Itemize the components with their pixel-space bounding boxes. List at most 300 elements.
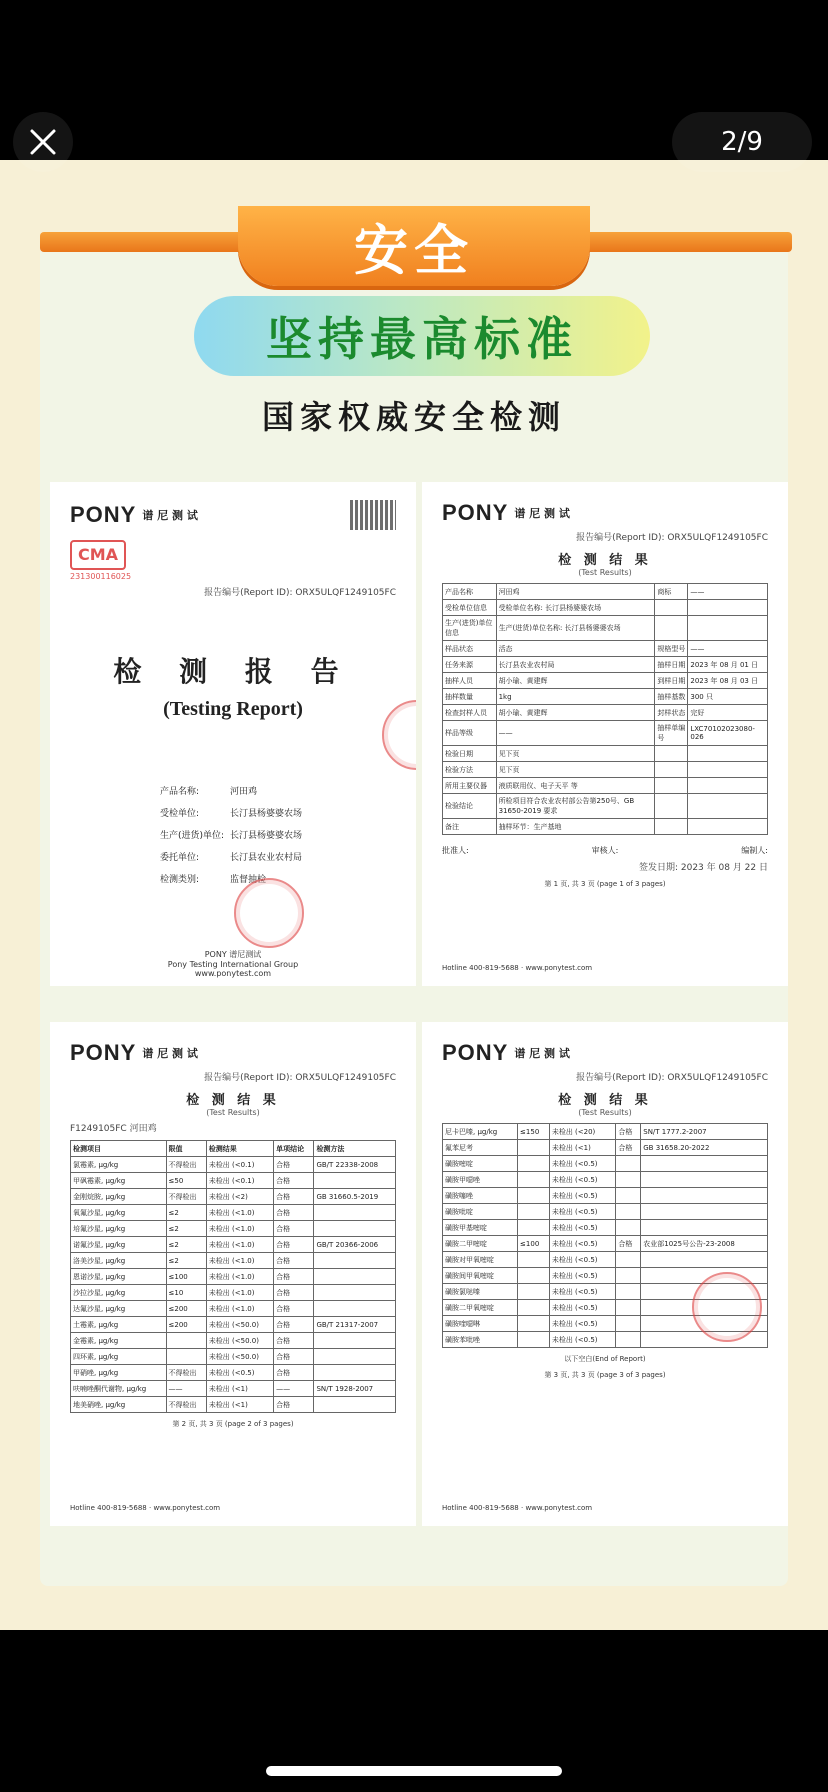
- cover-footer: PONY 谱尼测试 Pony Testing International Group www.ponytest.com: [167, 950, 299, 978]
- table-row: [71, 1253, 396, 1269]
- report-page-2: [50, 1022, 416, 1526]
- table-cell: 合格: [274, 1349, 314, 1365]
- table-cell: [616, 1316, 641, 1332]
- cover-field: 委托单位: 长汀县农业农村局: [160, 853, 303, 863]
- table-cell: [518, 1156, 550, 1172]
- results-title-en: (Test Results): [578, 568, 632, 577]
- table-cell: 抽样环节：生产基地: [496, 819, 655, 835]
- table-cell: 受检单位信息: [443, 600, 497, 616]
- table-cell: ——: [496, 721, 655, 746]
- table-cell: 沙拉沙星, μg/kg: [71, 1285, 167, 1301]
- table-row: [71, 1285, 396, 1301]
- table-cell: 合格: [274, 1365, 314, 1381]
- table-cell: [314, 1173, 396, 1189]
- table-cell: GB/T 22338-2008: [314, 1157, 396, 1173]
- table-cell: 未检出 (<0.1): [206, 1173, 273, 1189]
- table-cell: [518, 1252, 550, 1268]
- table-cell: 诺氟沙星, μg/kg: [71, 1237, 167, 1253]
- table-row: [443, 1140, 768, 1156]
- table-cell: 商标: [655, 584, 688, 600]
- table-cell: ≤10: [166, 1285, 206, 1301]
- stamp-icon: [234, 878, 304, 948]
- table-cell: 合格: [274, 1333, 314, 1349]
- table-row: [71, 1317, 396, 1333]
- table-cell: 未检出 (<0.5): [549, 1172, 616, 1188]
- brand-logo: PONY: [70, 502, 137, 527]
- table-cell: 合格: [274, 1173, 314, 1189]
- table-cell: [616, 1268, 641, 1284]
- sample-id: F1249105FC 河田鸡: [70, 1124, 157, 1134]
- table-cell: 备注: [443, 819, 497, 835]
- table-cell: GB 31658.20-2022: [641, 1140, 768, 1156]
- table-cell: 未检出 (<50.0): [206, 1317, 273, 1333]
- table-cell: 产品名称: [443, 584, 497, 600]
- table-cell: [518, 1172, 550, 1188]
- table-cell: 氟苯尼考: [443, 1140, 518, 1156]
- table-cell: ≤2: [166, 1205, 206, 1221]
- end-of-report: 以下空白(End of Report): [564, 1355, 646, 1363]
- brand-cn: 谱 尼 测 试: [514, 1047, 570, 1060]
- table-cell: 未检出 (<0.5): [549, 1236, 616, 1252]
- table-row: [443, 1156, 768, 1172]
- table-cell: 未检出 (<0.5): [549, 1284, 616, 1300]
- table-cell: 未检出 (<0.1): [206, 1157, 273, 1173]
- table-cell: 磺胺甲基嘧啶: [443, 1220, 518, 1236]
- cma-mark: CMA: [70, 540, 126, 570]
- page-counter: 2/9: [672, 112, 812, 172]
- table-header-cell: 限值: [166, 1141, 206, 1157]
- table-cell: 甲硝唑, μg/kg: [71, 1365, 167, 1381]
- slogan-text: 坚持最高标准: [266, 312, 578, 366]
- table-cell: 未检出 (<0.5): [549, 1316, 616, 1332]
- table-cell: ≤100: [166, 1269, 206, 1285]
- cover-fields: [160, 781, 396, 891]
- table-cell: 合格: [274, 1301, 314, 1317]
- qr-code-icon: [350, 500, 396, 530]
- report-id: 报告编号(Report ID): ORX5ULQF1249105FC: [576, 1073, 768, 1083]
- table-cell: 胡小瑜、黄建辉: [496, 673, 655, 689]
- table-row: [443, 657, 768, 673]
- table-row: [71, 1333, 396, 1349]
- stamp-icon: [692, 1272, 762, 1342]
- table-cell: [616, 1172, 641, 1188]
- table-cell: ≤200: [166, 1301, 206, 1317]
- table-cell: [641, 1172, 768, 1188]
- table-row: [443, 600, 768, 616]
- table-cell: [616, 1204, 641, 1220]
- table-cell: 2023 年 08 月 03 日: [688, 673, 768, 689]
- table-cell: [616, 1284, 641, 1300]
- table-cell: [518, 1204, 550, 1220]
- table-cell: 磺胺间甲氧嘧啶: [443, 1268, 518, 1284]
- table-cell: SN/T 1928-2007: [314, 1381, 396, 1397]
- page-label: 第 2 页, 共 3 页 (page 2 of 3 pages): [172, 1420, 294, 1428]
- table-cell: 样品状态: [443, 641, 497, 657]
- ribbon-text: 安全: [354, 218, 474, 282]
- table-row: [71, 1397, 396, 1413]
- table-cell: [314, 1333, 396, 1349]
- table-cell: [655, 616, 688, 641]
- table-row: [443, 794, 768, 819]
- table-cell: [688, 762, 768, 778]
- table-row: [71, 1365, 396, 1381]
- table-cell: 未检出 (<2): [206, 1189, 273, 1205]
- doc-footer: Hotline 400-819-5688 · www.ponytest.com: [70, 1504, 221, 1512]
- table-cell: ≤200: [166, 1317, 206, 1333]
- table-cell: 合格: [274, 1157, 314, 1173]
- home-indicator[interactable]: [266, 1766, 562, 1776]
- table-cell: 合格: [616, 1124, 641, 1140]
- brand-cn: 谱 尼 测 试: [514, 507, 570, 520]
- table-cell: ≤150: [518, 1124, 550, 1140]
- table-cell: 完好: [688, 705, 768, 721]
- brand-cn: 谱 尼 测 试: [142, 509, 198, 522]
- table-cell: [314, 1253, 396, 1269]
- table-cell: [314, 1301, 396, 1317]
- table-cell: 合格: [274, 1397, 314, 1413]
- table-cell: [655, 600, 688, 616]
- table-cell: 1kg: [496, 689, 655, 705]
- table-cell: [616, 1156, 641, 1172]
- table-header-cell: 检测项目: [71, 1141, 167, 1157]
- table-cell: 见下页: [496, 762, 655, 778]
- table-cell: 磺胺甲噁唑: [443, 1172, 518, 1188]
- table-cell: 样品等级: [443, 721, 497, 746]
- table-cell: 磺胺吡啶: [443, 1204, 518, 1220]
- table-cell: [688, 746, 768, 762]
- table-cell: [616, 1220, 641, 1236]
- table-cell: 洛美沙星, μg/kg: [71, 1253, 167, 1269]
- table-cell: 活态: [496, 641, 655, 657]
- table-cell: [688, 616, 768, 641]
- report-cover: [50, 482, 416, 986]
- table-row: [443, 1188, 768, 1204]
- table-cell: [314, 1205, 396, 1221]
- table-row: [71, 1237, 396, 1253]
- results-title-en: (Test Results): [578, 1108, 632, 1117]
- table-cell: 不得检出: [166, 1189, 206, 1205]
- table-cell: [314, 1285, 396, 1301]
- report-title-en: (Testing Report): [163, 698, 303, 720]
- table-row: [71, 1381, 396, 1397]
- table-cell: 未检出 (<50.0): [206, 1333, 273, 1349]
- table-cell: 农业部1025号公告-23-2008: [641, 1236, 768, 1252]
- table-cell: 未检出 (<50.0): [206, 1349, 273, 1365]
- table-row: [443, 584, 768, 600]
- table-row: [71, 1301, 396, 1317]
- table-cell: [314, 1349, 396, 1365]
- table-cell: 氧氟沙星, μg/kg: [71, 1205, 167, 1221]
- table-cell: [616, 1332, 641, 1348]
- table-cell: 合格: [274, 1285, 314, 1301]
- info-table: [442, 583, 768, 835]
- table-cell: 土霉素, μg/kg: [71, 1317, 167, 1333]
- table-cell: 规格型号: [655, 641, 688, 657]
- close-icon: [29, 128, 57, 156]
- table-cell: 未检出 (<1.0): [206, 1205, 273, 1221]
- table-row: [443, 778, 768, 794]
- table-cell: ——: [274, 1381, 314, 1397]
- table-cell: 未检出 (<1.0): [206, 1269, 273, 1285]
- table-cell: GB/T 20366-2006: [314, 1237, 396, 1253]
- table-cell: [518, 1268, 550, 1284]
- table-cell: 见下页: [496, 746, 655, 762]
- page-label: 第 1 页, 共 3 页 (page 1 of 3 pages): [544, 880, 666, 888]
- table-cell: 磺胺二甲嘧啶: [443, 1236, 518, 1252]
- table-cell: 尼卡巴嗪, μg/kg: [443, 1124, 518, 1140]
- brand-cn: 谱 尼 测 试: [142, 1047, 198, 1060]
- table-cell: [616, 1252, 641, 1268]
- table-cell: 未检出 (<1.0): [206, 1221, 273, 1237]
- table-cell: [655, 794, 688, 819]
- table-cell: 未检出 (<0.5): [549, 1204, 616, 1220]
- cma-number: 231300116025: [70, 572, 132, 581]
- table-cell: ≤2: [166, 1237, 206, 1253]
- table-cell: 300 只: [688, 689, 768, 705]
- table-row: [71, 1349, 396, 1365]
- table-cell: 未检出 (<1.0): [206, 1285, 273, 1301]
- table-cell: [641, 1252, 768, 1268]
- table-cell: LXC70102023080-026: [688, 721, 768, 746]
- table-cell: [166, 1333, 206, 1349]
- table-cell: [641, 1156, 768, 1172]
- table-cell: 磺胺对甲氧嘧啶: [443, 1252, 518, 1268]
- table-cell: 未检出 (<0.5): [549, 1268, 616, 1284]
- table-cell: 未检出 (<1): [206, 1381, 273, 1397]
- brand-logo: PONY: [70, 1040, 137, 1065]
- results-title-en: (Test Results): [206, 1108, 260, 1117]
- table-cell: 未检出 (<1): [206, 1397, 273, 1413]
- table-row: [443, 1204, 768, 1220]
- table-cell: 合格: [274, 1253, 314, 1269]
- table-cell: 未检出 (<0.5): [549, 1220, 616, 1236]
- results-title: 检 测 结 果: [558, 553, 652, 568]
- table-header-cell: 检测结果: [206, 1141, 273, 1157]
- table-cell: 2023 年 08 月 01 日: [688, 657, 768, 673]
- table-cell: [314, 1221, 396, 1237]
- table-cell: [655, 746, 688, 762]
- table-row: [71, 1157, 396, 1173]
- table-cell: 磺胺二甲氧嘧啶: [443, 1300, 518, 1316]
- report-title: 检 测 报 告: [113, 655, 353, 688]
- table-row: [443, 1124, 768, 1140]
- brand-logo: PONY: [442, 500, 509, 525]
- table-cell: 检验结论: [443, 794, 497, 819]
- image-content[interactable]: [0, 160, 828, 1630]
- table-cell: 四环素, μg/kg: [71, 1349, 167, 1365]
- table-cell: [518, 1284, 550, 1300]
- table-cell: 未检出 (<0.5): [549, 1188, 616, 1204]
- brand-logo: PONY: [442, 1040, 509, 1065]
- table-row: [71, 1221, 396, 1237]
- table-cell: 到样日期: [655, 673, 688, 689]
- table-cell: [641, 1220, 768, 1236]
- table-cell: [655, 762, 688, 778]
- table-cell: [641, 1204, 768, 1220]
- table-cell: 未检出 (<1.0): [206, 1253, 273, 1269]
- table-cell: 不得检出: [166, 1365, 206, 1381]
- signers: 批准人: 审核人: 编制人:: [442, 846, 768, 855]
- table-cell: 检查封样人员: [443, 705, 497, 721]
- table-cell: 合格: [274, 1205, 314, 1221]
- table-cell: 不得检出: [166, 1157, 206, 1173]
- table-cell: 未检出 (<1.0): [206, 1237, 273, 1253]
- table-cell: [518, 1188, 550, 1204]
- slogan-pill: [194, 296, 650, 376]
- table-cell: ——: [688, 641, 768, 657]
- table-cell: 受检单位名称: 长汀县杨婆婆农场: [496, 600, 655, 616]
- table-cell: 所检项目符合农业农村部公告第250号、GB 31650-2019 要求: [496, 794, 655, 819]
- table-cell: 金霉素, μg/kg: [71, 1333, 167, 1349]
- table-row: [71, 1173, 396, 1189]
- table-cell: 抽样基数: [655, 689, 688, 705]
- table-header-cell: 单项结论: [274, 1141, 314, 1157]
- table-cell: 未检出 (<0.5): [549, 1252, 616, 1268]
- table-cell: 未检出 (<0.5): [549, 1332, 616, 1348]
- table-row: [443, 1236, 768, 1252]
- cover-field: 检测类别: 监督抽检: [160, 875, 267, 885]
- table-cell: 所用主要仪器: [443, 778, 497, 794]
- page-label: 第 3 页, 共 3 页 (page 3 of 3 pages): [544, 1371, 666, 1379]
- table-header-cell: 检测方法: [314, 1141, 396, 1157]
- table-cell: ≤2: [166, 1253, 206, 1269]
- table-cell: [655, 819, 688, 835]
- table-cell: 合格: [616, 1236, 641, 1252]
- table-cell: [518, 1332, 550, 1348]
- table-header-row: [71, 1141, 396, 1157]
- report-page-1: [422, 482, 788, 986]
- table-row: [443, 689, 768, 705]
- safety-ribbon: [238, 206, 590, 286]
- table-cell: 胡小瑜、黄建辉: [496, 705, 655, 721]
- close-button[interactable]: [13, 112, 73, 172]
- table-cell: 检验方法: [443, 762, 497, 778]
- table-cell: 磺胺苯吡唑: [443, 1332, 518, 1348]
- report-id: 报告编号(Report ID): ORX5ULQF1249105FC: [204, 1073, 396, 1083]
- results-title: 检 测 结 果: [186, 1093, 280, 1108]
- table-cell: 合格: [616, 1140, 641, 1156]
- cover-field: 受检单位: 长汀县杨婆婆农场: [160, 809, 303, 819]
- table-cell: 甲砜霉素, μg/kg: [71, 1173, 167, 1189]
- table-row: [443, 705, 768, 721]
- table-cell: GB/T 21317-2007: [314, 1317, 396, 1333]
- table-cell: [688, 600, 768, 616]
- table-row: [443, 673, 768, 689]
- table-row: [443, 746, 768, 762]
- table-cell: ——: [688, 584, 768, 600]
- subtitle: 国家权威安全检测: [261, 398, 566, 436]
- report-id: 报告编号(Report ID): ORX5ULQF1249105FC: [204, 588, 396, 598]
- doc-footer: Hotline 400-819-5688 · www.ponytest.com: [442, 964, 593, 972]
- table-cell: 磺胺氯哒嗪: [443, 1284, 518, 1300]
- table-cell: 未检出 (<0.5): [549, 1156, 616, 1172]
- table-cell: 未检出 (<0.5): [549, 1300, 616, 1316]
- table-cell: [616, 1300, 641, 1316]
- table-row: [443, 762, 768, 778]
- table-cell: [314, 1365, 396, 1381]
- table-cell: [688, 819, 768, 835]
- table-cell: 液质联用仪、电子天平 等: [496, 778, 655, 794]
- table-cell: 生产(进货)单位信息: [443, 616, 497, 641]
- table-cell: [518, 1220, 550, 1236]
- table-cell: 抽样日期: [655, 657, 688, 673]
- table-row: [71, 1269, 396, 1285]
- table-cell: 长汀县农业农村局: [496, 657, 655, 673]
- table-cell: [518, 1300, 550, 1316]
- table-row: [443, 641, 768, 657]
- table-cell: ≤2: [166, 1221, 206, 1237]
- table-cell: [688, 778, 768, 794]
- table-cell: SN/T 1777.2-2007: [641, 1124, 768, 1140]
- table-row: [443, 819, 768, 835]
- table-cell: [314, 1269, 396, 1285]
- table-cell: 河田鸡: [496, 584, 655, 600]
- doc-footer: Hotline 400-819-5688 · www.ponytest.com: [442, 1504, 593, 1512]
- table-row: [71, 1189, 396, 1205]
- table-cell: [518, 1316, 550, 1332]
- table-cell: 合格: [274, 1269, 314, 1285]
- table-cell: 合格: [274, 1221, 314, 1237]
- results-table: [70, 1140, 396, 1413]
- table-cell: 磺胺嘧啶: [443, 1156, 518, 1172]
- table-cell: 氯霉素, μg/kg: [71, 1157, 167, 1173]
- table-cell: 达氟沙星, μg/kg: [71, 1301, 167, 1317]
- table-cell: 抽样数量: [443, 689, 497, 705]
- table-cell: [655, 778, 688, 794]
- table-cell: 磺胺喹噁啉: [443, 1316, 518, 1332]
- table-cell: ≤50: [166, 1173, 206, 1189]
- table-cell: 金刚烷胺, μg/kg: [71, 1189, 167, 1205]
- table-cell: [166, 1349, 206, 1365]
- table-cell: ≤100: [518, 1236, 550, 1252]
- table-row: [443, 721, 768, 746]
- report-page-3: [422, 1022, 788, 1526]
- table-row: [443, 1220, 768, 1236]
- table-cell: 任务来源: [443, 657, 497, 673]
- table-cell: 生产(进货)单位名称: 长汀县杨婆婆农场: [496, 616, 655, 641]
- cover-field: 生产(进货)单位: 长汀县杨婆婆农场: [160, 831, 303, 841]
- table-cell: 封样状态: [655, 705, 688, 721]
- table-cell: 培氟沙星, μg/kg: [71, 1221, 167, 1237]
- table-cell: 合格: [274, 1189, 314, 1205]
- results-title: 检 测 结 果: [558, 1093, 652, 1108]
- table-cell: 未检出 (<1.0): [206, 1301, 273, 1317]
- table-cell: 磺胺噻唑: [443, 1188, 518, 1204]
- table-row: [71, 1205, 396, 1221]
- table-cell: [314, 1397, 396, 1413]
- table-cell: 地美硝唑, μg/kg: [71, 1397, 167, 1413]
- issue-date: 签发日期: 2023 年 08 月 22 日: [638, 863, 768, 873]
- table-row: [443, 616, 768, 641]
- table-cell: [688, 794, 768, 819]
- table-row: [443, 1172, 768, 1188]
- table-cell: GB 31660.5-2019: [314, 1189, 396, 1205]
- cover-field: 产品名称: 河田鸡: [160, 787, 258, 797]
- table-cell: 呋喃唑酮代谢物, μg/kg: [71, 1381, 167, 1397]
- table-cell: [616, 1188, 641, 1204]
- table-cell: ——: [166, 1381, 206, 1397]
- table-cell: 不得检出: [166, 1397, 206, 1413]
- report-id: 报告编号(Report ID): ORX5ULQF1249105FC: [576, 533, 768, 543]
- table-cell: 未检出 (<1): [549, 1140, 616, 1156]
- table-cell: 合格: [274, 1317, 314, 1333]
- table-cell: 未检出 (<0.5): [206, 1365, 273, 1381]
- table-row: [443, 1252, 768, 1268]
- table-cell: 合格: [274, 1237, 314, 1253]
- table-cell: [641, 1188, 768, 1204]
- table-cell: 恩诺沙星, μg/kg: [71, 1269, 167, 1285]
- table-cell: 抽样人员: [443, 673, 497, 689]
